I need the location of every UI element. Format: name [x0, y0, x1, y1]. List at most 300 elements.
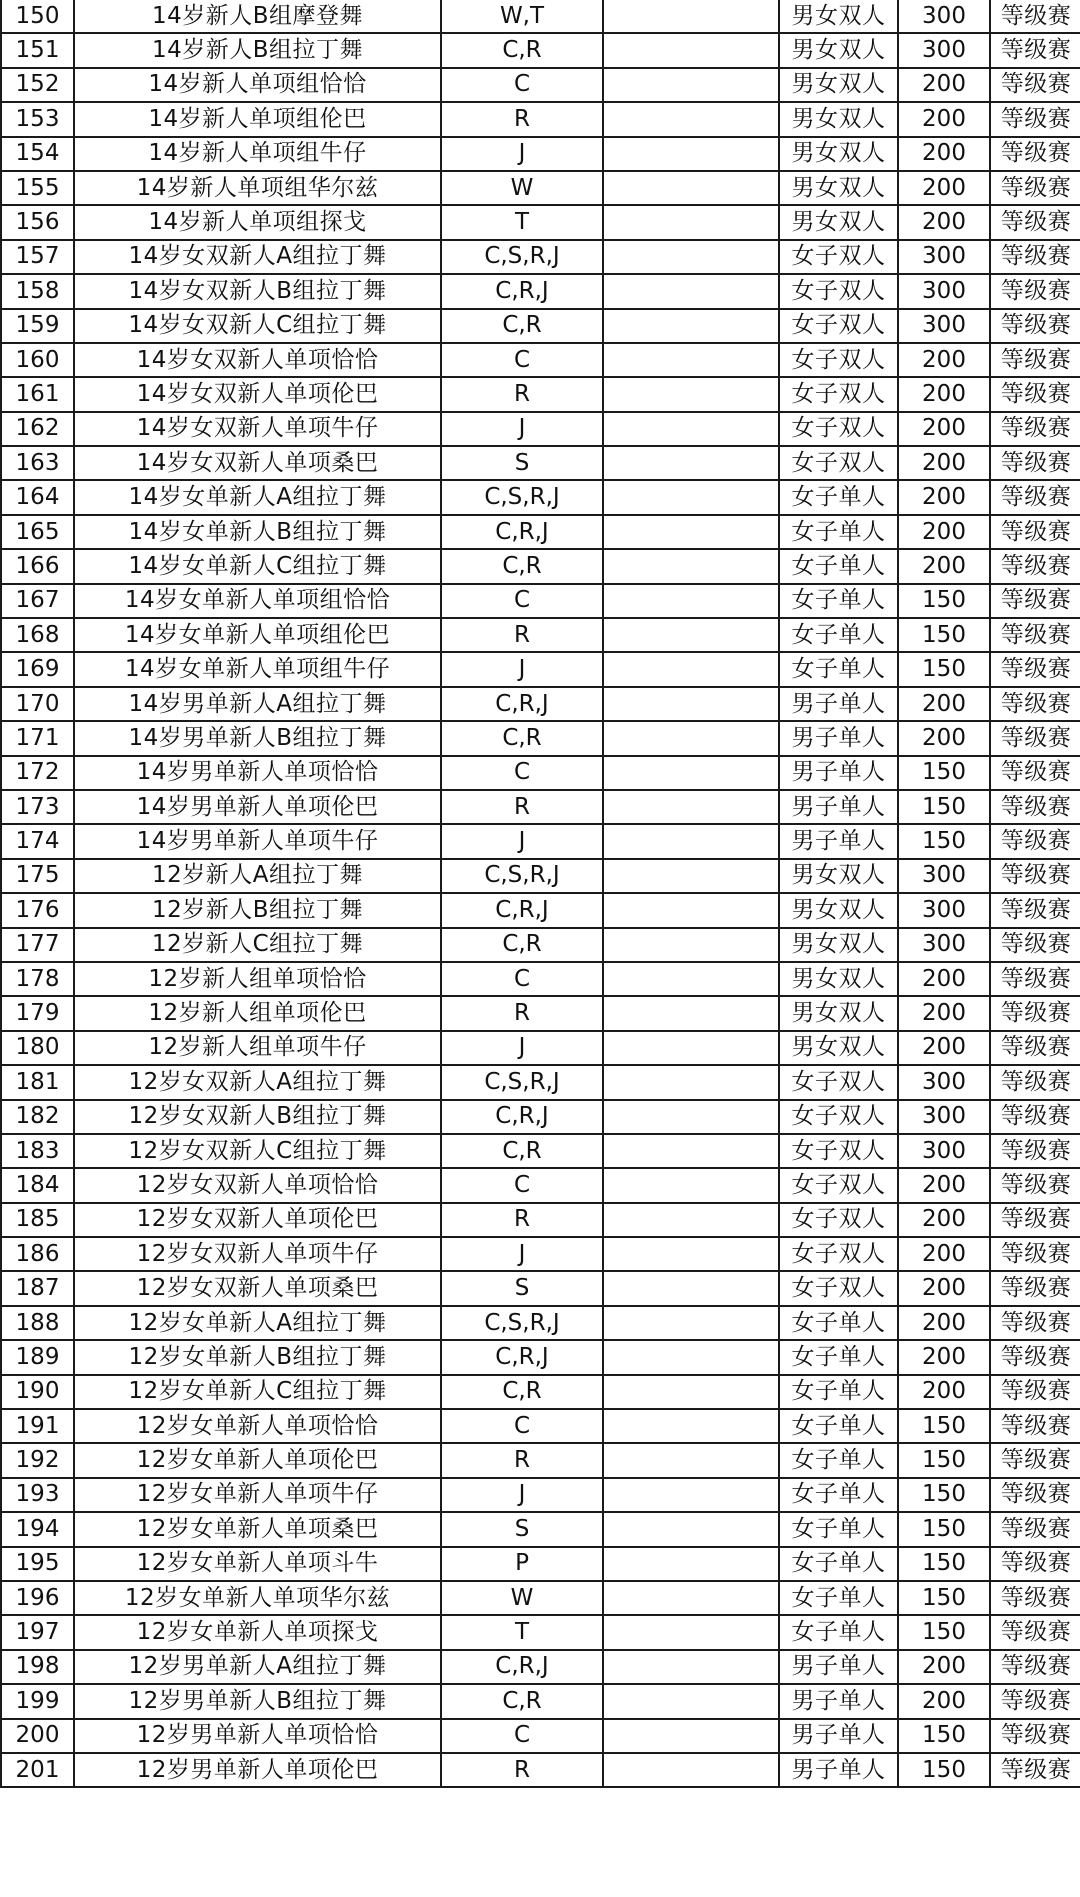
- table-row: [1, 1100, 1080, 1134]
- event-name-cell: 14岁新人单项组华尔兹: [74, 171, 441, 205]
- event-name-cell: 14岁女单新人C组拉丁舞: [74, 549, 441, 583]
- event-name-cell: 12岁男单新人单项恰恰: [74, 1719, 441, 1753]
- event-name-cell: 12岁女双新人单项伦巴: [74, 1203, 441, 1237]
- event-number-cell: 168: [1, 618, 74, 652]
- event-name-cell: 14岁新人B组拉丁舞: [74, 33, 441, 67]
- event-name-cell: 12岁女单新人A组拉丁舞: [74, 1306, 441, 1340]
- table-row: [1, 1443, 1080, 1477]
- event-number-cell: 194: [1, 1512, 74, 1546]
- table-row: [1, 171, 1080, 205]
- dance-codes-cell: C,R: [441, 33, 603, 67]
- event-number-cell: 183: [1, 1134, 74, 1168]
- entry-fee-cell: 200: [898, 102, 990, 136]
- table-row: [1, 480, 1080, 514]
- dance-codes-cell: R: [441, 377, 603, 411]
- event-name-cell: 12岁女双新人C组拉丁舞: [74, 1134, 441, 1168]
- entry-type-cell: 女子双人: [779, 274, 898, 308]
- entry-type-cell: 女子双人: [779, 1271, 898, 1305]
- blank-cell-cell: [603, 721, 779, 755]
- event-number-cell: 172: [1, 756, 74, 790]
- entry-type-cell: 男子单人: [779, 756, 898, 790]
- event-number-cell: 159: [1, 309, 74, 343]
- competition-level-cell: 等级赛: [990, 0, 1080, 33]
- blank-cell-cell: [603, 859, 779, 893]
- event-number-cell: 151: [1, 33, 74, 67]
- entry-fee-cell: 200: [898, 1237, 990, 1271]
- table-row: [1, 1375, 1080, 1409]
- entry-type-cell: 男女双人: [779, 1031, 898, 1065]
- table-row: [1, 68, 1080, 102]
- entry-fee-cell: 300: [898, 1065, 990, 1099]
- table-row: [1, 1512, 1080, 1546]
- entry-fee-cell: 150: [898, 1581, 990, 1615]
- event-table-body: [1, 0, 1080, 1787]
- table-row: [1, 652, 1080, 686]
- event-name-cell: 12岁女单新人单项华尔兹: [74, 1581, 441, 1615]
- competition-level-cell: 等级赛: [990, 928, 1080, 962]
- entry-fee-cell: 150: [898, 584, 990, 618]
- event-number-cell: 170: [1, 687, 74, 721]
- table-row: [1, 1271, 1080, 1305]
- blank-cell-cell: [603, 962, 779, 996]
- entry-type-cell: 男子单人: [779, 687, 898, 721]
- event-name-cell: 14岁女双新人B组拉丁舞: [74, 274, 441, 308]
- entry-fee-cell: 200: [898, 549, 990, 583]
- dance-codes-cell: J: [441, 1031, 603, 1065]
- entry-type-cell: 男女双人: [779, 171, 898, 205]
- competition-level-cell: 等级赛: [990, 1168, 1080, 1202]
- dance-codes-cell: J: [441, 1478, 603, 1512]
- entry-fee-cell: 300: [898, 0, 990, 33]
- blank-cell-cell: [603, 790, 779, 824]
- blank-cell-cell: [603, 1203, 779, 1237]
- event-number-cell: 154: [1, 137, 74, 171]
- event-number-cell: 193: [1, 1478, 74, 1512]
- dance-codes-cell: J: [441, 412, 603, 446]
- event-name-cell: 14岁女双新人A组拉丁舞: [74, 240, 441, 274]
- entry-type-cell: 女子双人: [779, 412, 898, 446]
- event-number-cell: 187: [1, 1271, 74, 1305]
- dance-codes-cell: C,R: [441, 1134, 603, 1168]
- entry-fee-cell: 200: [898, 721, 990, 755]
- entry-fee-cell: 200: [898, 1203, 990, 1237]
- entry-fee-cell: 200: [898, 1340, 990, 1374]
- competition-level-cell: 等级赛: [990, 137, 1080, 171]
- entry-type-cell: 男子单人: [779, 790, 898, 824]
- entry-type-cell: 女子单人: [779, 515, 898, 549]
- entry-fee-cell: 150: [898, 1409, 990, 1443]
- event-number-cell: 196: [1, 1581, 74, 1615]
- table-row: [1, 893, 1080, 927]
- dance-codes-cell: C: [441, 962, 603, 996]
- blank-cell-cell: [603, 1719, 779, 1753]
- event-name-cell: 14岁新人单项组探戈: [74, 205, 441, 239]
- event-number-cell: 178: [1, 962, 74, 996]
- event-name-cell: 12岁女双新人单项恰恰: [74, 1168, 441, 1202]
- competition-level-cell: 等级赛: [990, 1719, 1080, 1753]
- table-row: [1, 584, 1080, 618]
- competition-level-cell: 等级赛: [990, 824, 1080, 858]
- dance-codes-cell: T: [441, 205, 603, 239]
- competition-level-cell: 等级赛: [990, 549, 1080, 583]
- blank-cell-cell: [603, 756, 779, 790]
- dance-codes-cell: R: [441, 1203, 603, 1237]
- entry-fee-cell: 200: [898, 996, 990, 1030]
- event-number-cell: 184: [1, 1168, 74, 1202]
- event-number-cell: 174: [1, 824, 74, 858]
- entry-type-cell: 男女双人: [779, 962, 898, 996]
- competition-level-cell: 等级赛: [990, 68, 1080, 102]
- dance-codes-cell: C,S,R,J: [441, 480, 603, 514]
- event-name-cell: 12岁女单新人B组拉丁舞: [74, 1340, 441, 1374]
- dance-codes-cell: C: [441, 756, 603, 790]
- entry-fee-cell: 300: [898, 240, 990, 274]
- event-name-cell: 12岁新人组单项伦巴: [74, 996, 441, 1030]
- event-number-cell: 176: [1, 893, 74, 927]
- dance-codes-cell: W: [441, 1581, 603, 1615]
- entry-fee-cell: 200: [898, 446, 990, 480]
- table-row: [1, 1581, 1080, 1615]
- blank-cell-cell: [603, 1684, 779, 1718]
- entry-type-cell: 女子单人: [779, 1340, 898, 1374]
- event-name-cell: 14岁女双新人单项恰恰: [74, 343, 441, 377]
- entry-fee-cell: 200: [898, 205, 990, 239]
- entry-type-cell: 男女双人: [779, 893, 898, 927]
- competition-level-cell: 等级赛: [990, 377, 1080, 411]
- competition-level-cell: 等级赛: [990, 1478, 1080, 1512]
- blank-cell-cell: [603, 618, 779, 652]
- entry-type-cell: 女子单人: [779, 549, 898, 583]
- event-name-cell: 12岁女双新人B组拉丁舞: [74, 1100, 441, 1134]
- event-name-cell: 12岁新人B组拉丁舞: [74, 893, 441, 927]
- competition-level-cell: 等级赛: [990, 618, 1080, 652]
- entry-fee-cell: 200: [898, 1306, 990, 1340]
- event-name-cell: 14岁新人B组摩登舞: [74, 0, 441, 33]
- dance-codes-cell: C: [441, 1409, 603, 1443]
- dance-codes-cell: C: [441, 68, 603, 102]
- event-name-cell: 12岁男单新人B组拉丁舞: [74, 1684, 441, 1718]
- dance-codes-cell: C,R,J: [441, 1650, 603, 1684]
- competition-level-cell: 等级赛: [990, 584, 1080, 618]
- event-name-cell: 14岁男单新人B组拉丁舞: [74, 721, 441, 755]
- table-row: [1, 1719, 1080, 1753]
- event-number-cell: 169: [1, 652, 74, 686]
- table-row: [1, 446, 1080, 480]
- entry-fee-cell: 200: [898, 515, 990, 549]
- table-row: [1, 1031, 1080, 1065]
- event-number-cell: 157: [1, 240, 74, 274]
- table-row: [1, 1168, 1080, 1202]
- blank-cell-cell: [603, 1409, 779, 1443]
- dance-codes-cell: C: [441, 1719, 603, 1753]
- entry-fee-cell: 200: [898, 377, 990, 411]
- dance-codes-cell: C,S,R,J: [441, 1306, 603, 1340]
- entry-type-cell: 男子单人: [779, 721, 898, 755]
- entry-type-cell: 男女双人: [779, 0, 898, 33]
- entry-type-cell: 女子单人: [779, 1478, 898, 1512]
- table-row: [1, 377, 1080, 411]
- table-row: [1, 343, 1080, 377]
- blank-cell-cell: [603, 1271, 779, 1305]
- blank-cell-cell: [603, 309, 779, 343]
- entry-type-cell: 女子单人: [779, 1375, 898, 1409]
- entry-fee-cell: 200: [898, 1168, 990, 1202]
- blank-cell-cell: [603, 480, 779, 514]
- blank-cell-cell: [603, 68, 779, 102]
- event-name-cell: 14岁男单新人A组拉丁舞: [74, 687, 441, 721]
- competition-level-cell: 等级赛: [990, 33, 1080, 67]
- event-number-cell: 191: [1, 1409, 74, 1443]
- entry-fee-cell: 200: [898, 171, 990, 205]
- entry-type-cell: 女子单人: [779, 584, 898, 618]
- blank-cell-cell: [603, 1615, 779, 1649]
- entry-type-cell: 男女双人: [779, 137, 898, 171]
- entry-fee-cell: 150: [898, 1443, 990, 1477]
- dance-codes-cell: R: [441, 1753, 603, 1787]
- event-name-cell: 12岁女单新人单项斗牛: [74, 1547, 441, 1581]
- blank-cell-cell: [603, 584, 779, 618]
- event-name-cell: 14岁女双新人C组拉丁舞: [74, 309, 441, 343]
- entry-fee-cell: 200: [898, 480, 990, 514]
- blank-cell-cell: [603, 240, 779, 274]
- dance-codes-cell: T: [441, 1615, 603, 1649]
- table-row: [1, 1306, 1080, 1340]
- competition-level-cell: 等级赛: [990, 274, 1080, 308]
- dance-codes-cell: C,R: [441, 549, 603, 583]
- competition-level-cell: 等级赛: [990, 652, 1080, 686]
- dance-codes-cell: R: [441, 618, 603, 652]
- competition-level-cell: 等级赛: [990, 893, 1080, 927]
- table-row: [1, 824, 1080, 858]
- entry-type-cell: 女子双人: [779, 240, 898, 274]
- table-row: [1, 1340, 1080, 1374]
- table-row: [1, 1684, 1080, 1718]
- competition-level-cell: 等级赛: [990, 412, 1080, 446]
- blank-cell-cell: [603, 33, 779, 67]
- event-number-cell: 162: [1, 412, 74, 446]
- competition-level-cell: 等级赛: [990, 859, 1080, 893]
- entry-type-cell: 女子单人: [779, 652, 898, 686]
- entry-fee-cell: 200: [898, 1271, 990, 1305]
- entry-type-cell: 男女双人: [779, 928, 898, 962]
- event-name-cell: 14岁新人单项组恰恰: [74, 68, 441, 102]
- table-row: [1, 962, 1080, 996]
- event-name-cell: 12岁新人组单项恰恰: [74, 962, 441, 996]
- entry-fee-cell: 150: [898, 1615, 990, 1649]
- table-row: [1, 1134, 1080, 1168]
- dance-codes-cell: C,R,J: [441, 274, 603, 308]
- competition-level-cell: 等级赛: [990, 1134, 1080, 1168]
- dance-codes-cell: C,R: [441, 1375, 603, 1409]
- event-name-cell: 12岁新人组单项牛仔: [74, 1031, 441, 1065]
- event-number-cell: 182: [1, 1100, 74, 1134]
- event-name-cell: 14岁新人单项组牛仔: [74, 137, 441, 171]
- entry-fee-cell: 300: [898, 1134, 990, 1168]
- dance-codes-cell: C,R,J: [441, 893, 603, 927]
- blank-cell-cell: [603, 1547, 779, 1581]
- event-number-cell: 201: [1, 1753, 74, 1787]
- table-row: [1, 1547, 1080, 1581]
- event-name-cell: 14岁新人单项组伦巴: [74, 102, 441, 136]
- entry-type-cell: 男女双人: [779, 102, 898, 136]
- competition-level-cell: 等级赛: [990, 1547, 1080, 1581]
- event-number-cell: 153: [1, 102, 74, 136]
- competition-level-cell: 等级赛: [990, 102, 1080, 136]
- event-number-cell: 195: [1, 1547, 74, 1581]
- blank-cell-cell: [603, 377, 779, 411]
- dance-codes-cell: C: [441, 343, 603, 377]
- event-name-cell: 12岁女双新人A组拉丁舞: [74, 1065, 441, 1099]
- event-name-cell: 12岁女单新人C组拉丁舞: [74, 1375, 441, 1409]
- table-row: [1, 515, 1080, 549]
- event-number-cell: 160: [1, 343, 74, 377]
- dance-codes-cell: J: [441, 824, 603, 858]
- entry-fee-cell: 300: [898, 1100, 990, 1134]
- entry-type-cell: 男女双人: [779, 68, 898, 102]
- entry-type-cell: 女子双人: [779, 309, 898, 343]
- dance-codes-cell: S: [441, 446, 603, 480]
- blank-cell-cell: [603, 343, 779, 377]
- competition-level-cell: 等级赛: [990, 1065, 1080, 1099]
- competition-level-cell: 等级赛: [990, 1615, 1080, 1649]
- entry-fee-cell: 150: [898, 618, 990, 652]
- blank-cell-cell: [603, 996, 779, 1030]
- competition-level-cell: 等级赛: [990, 1512, 1080, 1546]
- entry-type-cell: 女子单人: [779, 480, 898, 514]
- competition-level-cell: 等级赛: [990, 790, 1080, 824]
- table-row: [1, 859, 1080, 893]
- table-row: [1, 240, 1080, 274]
- table-row: [1, 687, 1080, 721]
- entry-fee-cell: 150: [898, 652, 990, 686]
- blank-cell-cell: [603, 652, 779, 686]
- table-row: [1, 756, 1080, 790]
- entry-type-cell: 女子双人: [779, 446, 898, 480]
- dance-codes-cell: P: [441, 1547, 603, 1581]
- event-number-cell: 163: [1, 446, 74, 480]
- competition-level-cell: 等级赛: [990, 240, 1080, 274]
- competition-level-cell: 等级赛: [990, 996, 1080, 1030]
- entry-fee-cell: 200: [898, 68, 990, 102]
- event-name-cell: 12岁女单新人单项桑巴: [74, 1512, 441, 1546]
- blank-cell-cell: [603, 1650, 779, 1684]
- entry-fee-cell: 150: [898, 824, 990, 858]
- dance-codes-cell: C,R: [441, 721, 603, 755]
- dance-codes-cell: C,R: [441, 928, 603, 962]
- event-name-cell: 12岁女双新人单项牛仔: [74, 1237, 441, 1271]
- event-name-cell: 12岁女单新人单项牛仔: [74, 1478, 441, 1512]
- event-name-cell: 12岁女单新人单项伦巴: [74, 1443, 441, 1477]
- entry-fee-cell: 300: [898, 274, 990, 308]
- entry-fee-cell: 200: [898, 1031, 990, 1065]
- event-number-cell: 166: [1, 549, 74, 583]
- table-row: [1, 137, 1080, 171]
- competition-level-cell: 等级赛: [990, 309, 1080, 343]
- event-number-cell: 150: [1, 0, 74, 33]
- event-name-cell: 14岁女单新人A组拉丁舞: [74, 480, 441, 514]
- table-row: [1, 928, 1080, 962]
- competition-level-cell: 等级赛: [990, 1237, 1080, 1271]
- blank-cell-cell: [603, 1306, 779, 1340]
- blank-cell-cell: [603, 0, 779, 33]
- entry-type-cell: 女子双人: [779, 1237, 898, 1271]
- entry-type-cell: 女子双人: [779, 1203, 898, 1237]
- dance-codes-cell: R: [441, 102, 603, 136]
- competition-level-cell: 等级赛: [990, 687, 1080, 721]
- entry-type-cell: 女子双人: [779, 377, 898, 411]
- blank-cell-cell: [603, 1031, 779, 1065]
- table-row: [1, 618, 1080, 652]
- entry-type-cell: 女子单人: [779, 618, 898, 652]
- dance-codes-cell: R: [441, 790, 603, 824]
- competition-level-cell: 等级赛: [990, 205, 1080, 239]
- table-row: [1, 274, 1080, 308]
- dance-codes-cell: W,T: [441, 0, 603, 33]
- blank-cell-cell: [603, 928, 779, 962]
- event-number-cell: 177: [1, 928, 74, 962]
- competition-level-cell: 等级赛: [990, 1443, 1080, 1477]
- entry-fee-cell: 200: [898, 343, 990, 377]
- dance-codes-cell: S: [441, 1271, 603, 1305]
- dance-codes-cell: C,R,J: [441, 1100, 603, 1134]
- blank-cell-cell: [603, 687, 779, 721]
- blank-cell-cell: [603, 1581, 779, 1615]
- table-row: [1, 33, 1080, 67]
- table-row: [1, 790, 1080, 824]
- entry-type-cell: 男子单人: [779, 824, 898, 858]
- event-name-cell: 14岁女单新人B组拉丁舞: [74, 515, 441, 549]
- entry-type-cell: 女子单人: [779, 1512, 898, 1546]
- dance-codes-cell: C,S,R,J: [441, 1065, 603, 1099]
- competition-level-cell: 等级赛: [990, 1650, 1080, 1684]
- table-row: [1, 549, 1080, 583]
- event-name-cell: 14岁女单新人单项组恰恰: [74, 584, 441, 618]
- blank-cell-cell: [603, 549, 779, 583]
- event-number-cell: 164: [1, 480, 74, 514]
- blank-cell-cell: [603, 446, 779, 480]
- blank-cell-cell: [603, 1065, 779, 1099]
- event-name-cell: 14岁男单新人单项恰恰: [74, 756, 441, 790]
- entry-type-cell: 女子双人: [779, 1134, 898, 1168]
- event-number-cell: 161: [1, 377, 74, 411]
- entry-type-cell: 女子双人: [779, 1100, 898, 1134]
- event-number-cell: 181: [1, 1065, 74, 1099]
- event-name-cell: 14岁男单新人单项伦巴: [74, 790, 441, 824]
- event-number-cell: 200: [1, 1719, 74, 1753]
- entry-type-cell: 女子单人: [779, 1443, 898, 1477]
- entry-type-cell: 男子单人: [779, 1650, 898, 1684]
- entry-fee-cell: 200: [898, 687, 990, 721]
- dance-codes-cell: C,S,R,J: [441, 859, 603, 893]
- dance-codes-cell: C,R: [441, 1684, 603, 1718]
- table-row: [1, 412, 1080, 446]
- event-number-cell: 156: [1, 205, 74, 239]
- dance-codes-cell: R: [441, 996, 603, 1030]
- event-name-cell: 14岁女单新人单项组牛仔: [74, 652, 441, 686]
- blank-cell-cell: [603, 412, 779, 446]
- blank-cell-cell: [603, 205, 779, 239]
- event-number-cell: 189: [1, 1340, 74, 1374]
- event-name-cell: 12岁女单新人单项恰恰: [74, 1409, 441, 1443]
- blank-cell-cell: [603, 824, 779, 858]
- entry-type-cell: 女子单人: [779, 1409, 898, 1443]
- competition-level-cell: 等级赛: [990, 1306, 1080, 1340]
- competition-level-cell: 等级赛: [990, 1271, 1080, 1305]
- dance-codes-cell: S: [441, 1512, 603, 1546]
- entry-fee-cell: 150: [898, 756, 990, 790]
- event-name-cell: 14岁女双新人单项桑巴: [74, 446, 441, 480]
- event-name-cell: 12岁女单新人单项探戈: [74, 1615, 441, 1649]
